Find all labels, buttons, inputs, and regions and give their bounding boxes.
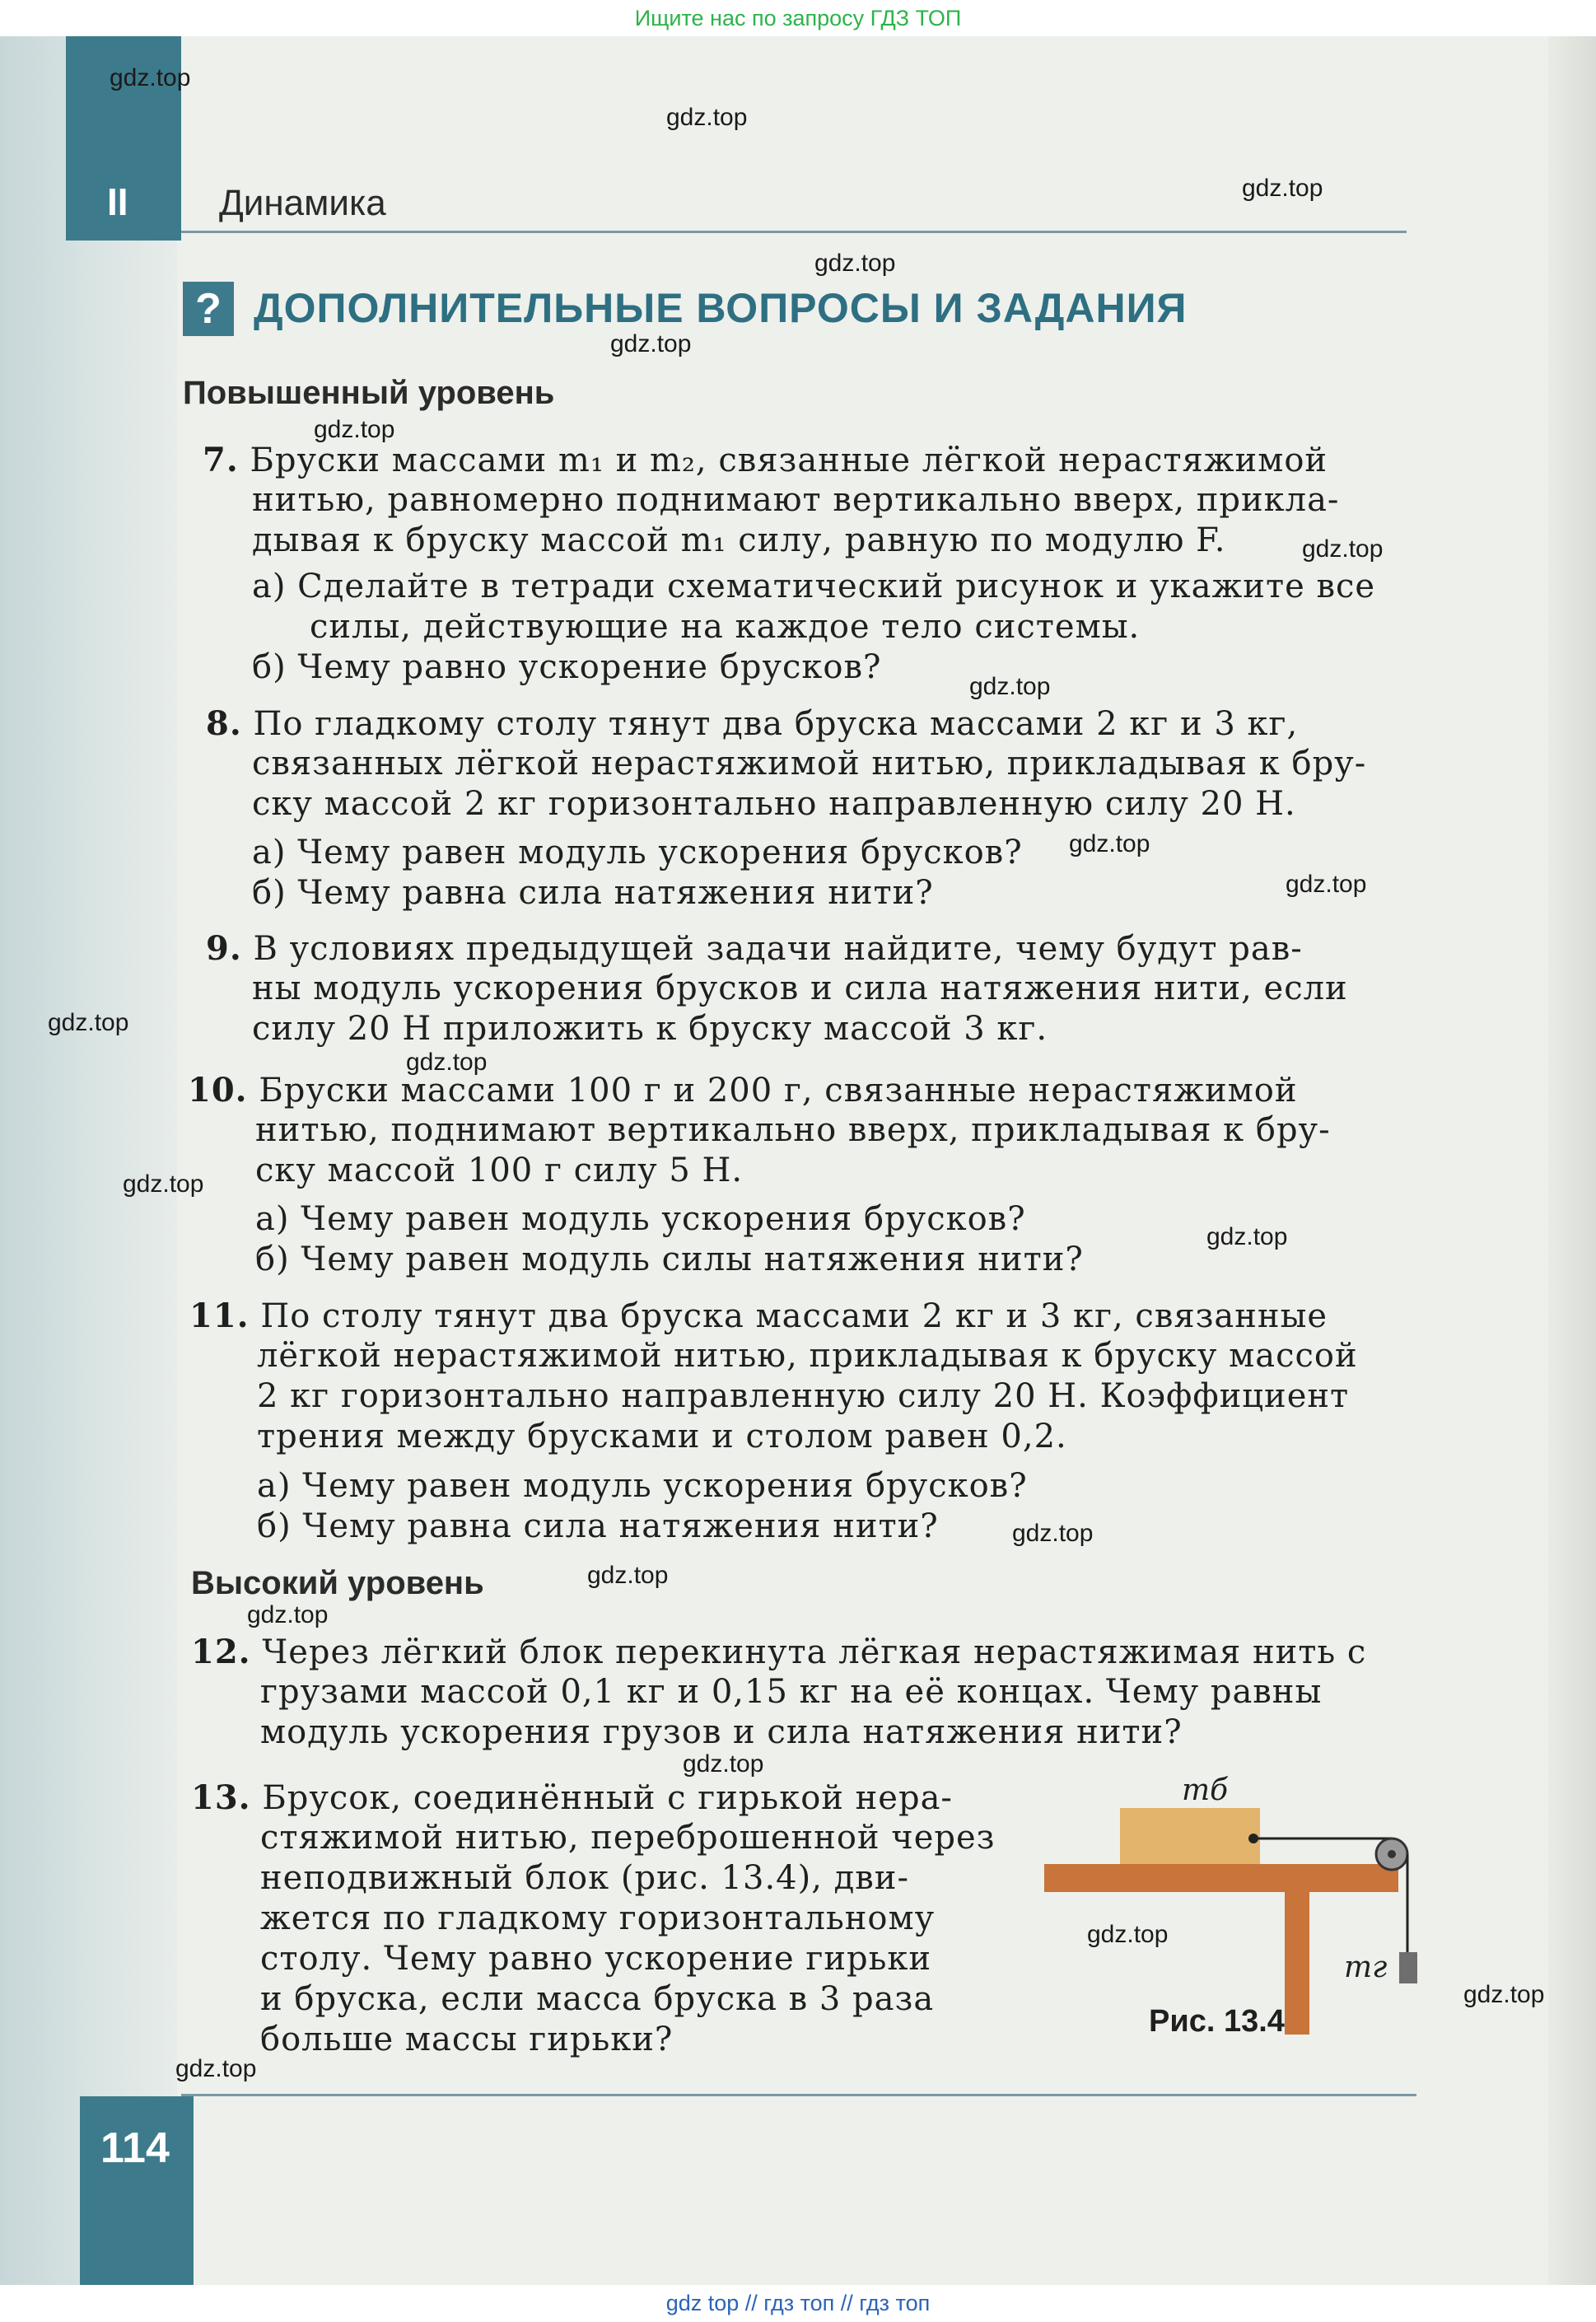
watermark[interactable]: gdz.top: [110, 64, 191, 91]
watermark[interactable]: gdz.top: [610, 330, 692, 357]
problem-line: 13. Брусок, соединённый с гирькой нера-: [191, 1778, 953, 1817]
footer-rule: [181, 2094, 1416, 2096]
watermark[interactable]: gdz.top: [314, 416, 395, 443]
problem-part-a: а) Чему равен модуль ускорения брусков?: [252, 834, 1023, 871]
watermark[interactable]: gdz.top: [969, 673, 1051, 700]
problem-line: ны модуль ускорения брусков и сила натяжения нити, если: [252, 969, 1348, 1007]
problem-line: и бруска, если масса бруска в 3 раза: [260, 1980, 935, 2018]
watermark[interactable]: gdz.top: [1463, 1981, 1545, 2008]
page-gutter-shade: [0, 36, 177, 2285]
watermark[interactable]: gdz.top: [48, 1009, 129, 1036]
problem-part-a: а) Сделайте в тетради схематический рисунок и укажите все: [252, 568, 1376, 605]
figure-caption: Рис. 13.4: [1149, 2004, 1285, 2039]
watermark[interactable]: gdz.top: [814, 250, 896, 277]
problem-line: связанных лёгкой нерастяжимой нитью, прикладывая к бру-: [252, 745, 1367, 783]
watermark[interactable]: gdz.top: [406, 1049, 488, 1076]
problem-line: ску массой 100 г силу 5 Н.: [255, 1152, 744, 1189]
watermark[interactable]: gdz.top: [1069, 830, 1150, 857]
problem-number: 13.: [191, 1778, 251, 1817]
footer-links[interactable]: gdz top // гдз топ // гдз топ: [0, 2285, 1596, 2322]
problem-number: 11.: [189, 1296, 250, 1335]
section-title: Динамика: [219, 183, 386, 223]
watermark[interactable]: gdz.top: [587, 1562, 669, 1589]
problem-number: 7.: [203, 441, 239, 479]
problem-line: грузами массой 0,1 кг и 0,15 кг на её концах. Чему равны: [260, 1673, 1323, 1711]
watermark[interactable]: gdz.top: [1087, 1921, 1169, 1948]
watermark[interactable]: gdz.top: [1242, 175, 1323, 202]
problem-line: 12. Через лёгкий блок перекинута лёгкая нерастяжимая нить с: [191, 1633, 1367, 1671]
watermark[interactable]: gdz.top: [247, 1601, 329, 1628]
table-top: [1044, 1864, 1398, 1892]
watermark[interactable]: gdz.top: [666, 104, 748, 131]
problem-number: 12.: [191, 1633, 251, 1671]
pulley-axle: [1388, 1850, 1396, 1858]
problem-line: дывая к бруску массой m₁ силу, равную по модулю F.: [252, 521, 1226, 559]
problem-line: 8. По гладкому столу тянут два бруска массами 2 кг и 3 кг,: [206, 704, 1299, 743]
block-heading: ДОПОЛНИТЕЛЬНЫЕ ВОПРОСЫ И ЗАДАНИЯ: [254, 285, 1188, 331]
label-block-mass: mб: [1182, 1773, 1229, 1807]
problem-number: 9.: [206, 929, 242, 968]
page-right-edge: [1548, 36, 1596, 2285]
problem-line: лёгкой нерастяжимой нитью, прикладывая к бруску массой: [257, 1337, 1358, 1375]
problem-line: стяжимой нитью, переброшенной через: [260, 1819, 996, 1857]
problem-line: ску массой 2 кг горизонтально направленную силу 20 Н.: [252, 785, 1296, 823]
watermark[interactable]: gdz.top: [1286, 871, 1367, 898]
figure-13-4: [1038, 1771, 1433, 2035]
problem-part-b: б) Чему равна сила натяжения нити?: [257, 1507, 939, 1545]
problem-line: модуль ускорения грузов и сила натяжения нити?: [260, 1713, 1183, 1751]
chapter-number: II: [107, 180, 128, 223]
problem-number: 8.: [206, 704, 242, 743]
problem-line: 9. В условиях предыдущей задачи найдите, чему будут рав-: [206, 929, 1303, 968]
problem-line: 11. По столу тянут два бруска массами 2 кг и 3 кг, связанные: [189, 1296, 1328, 1335]
problem-line: столу. Чему равно ускорение гирьки: [260, 1940, 932, 1978]
problem-line: 10. Бруски массами 100 г и 200 г, связанные нерастяжимой: [188, 1071, 1298, 1110]
problem-line: жется по гладкому горизонтальному: [260, 1899, 936, 1937]
problem-part-a: а) Чему равен модуль ускорения брусков?: [257, 1467, 1028, 1505]
label-weight-mass: mг: [1344, 1951, 1388, 1984]
top-banner[interactable]: Ищите нас по запросу ГДЗ ТОП: [0, 0, 1596, 36]
problem-part-b: б) Чему равно ускорение брусков?: [252, 648, 882, 686]
problem-part-b: б) Чему равна сила натяжения нити?: [252, 874, 934, 912]
problem-line: 7. Бруски массами m₁ и m₂, связанные лёгкой нерастяжимой: [203, 441, 1328, 479]
problem-line: нитью, поднимают вертикально вверх, прикладывая к бру-: [255, 1111, 1331, 1149]
header-rule: [181, 231, 1407, 233]
problem-part-b: б) Чему равен модуль силы натяжения нити?: [255, 1240, 1084, 1278]
watermark[interactable]: gdz.top: [1206, 1223, 1288, 1250]
watermark[interactable]: gdz.top: [175, 2055, 257, 2082]
watermark[interactable]: gdz.top: [123, 1170, 204, 1198]
sliding-block: [1120, 1808, 1260, 1864]
hanging-weight: [1399, 1952, 1417, 1983]
level-heading-increased: Повышенный уровень: [183, 375, 555, 411]
string-knot: [1248, 1834, 1258, 1843]
watermark[interactable]: gdz.top: [683, 1750, 764, 1778]
problem-line: больше массы гирьки?: [260, 2021, 674, 2058]
problem-line: неподвижный блок (рис. 13.4), дви-: [260, 1859, 909, 1897]
watermark[interactable]: gdz.top: [1302, 535, 1384, 563]
problem-part-a: силы, действующие на каждое тело системы.: [310, 608, 1141, 646]
watermark[interactable]: gdz.top: [1012, 1520, 1094, 1547]
problem-number: 10.: [188, 1071, 248, 1110]
problem-part-a: а) Чему равен модуль ускорения брусков?: [255, 1200, 1026, 1238]
question-badge: ?: [183, 282, 234, 336]
page-number: 114: [100, 2124, 170, 2172]
level-heading-high: Высокий уровень: [191, 1565, 484, 1601]
problem-line: силу 20 Н приложить к бруску массой 3 кг.: [252, 1010, 1048, 1048]
table-leg: [1285, 1892, 1309, 2035]
problem-line: нитью, равномерно поднимают вертикально вверх, прикла-: [252, 481, 1340, 519]
problem-line: 2 кг горизонтально направленную силу 20 Н. Коэффициент: [257, 1377, 1350, 1415]
problem-line: трения между брусками и столом равен 0,2.: [257, 1418, 1067, 1455]
